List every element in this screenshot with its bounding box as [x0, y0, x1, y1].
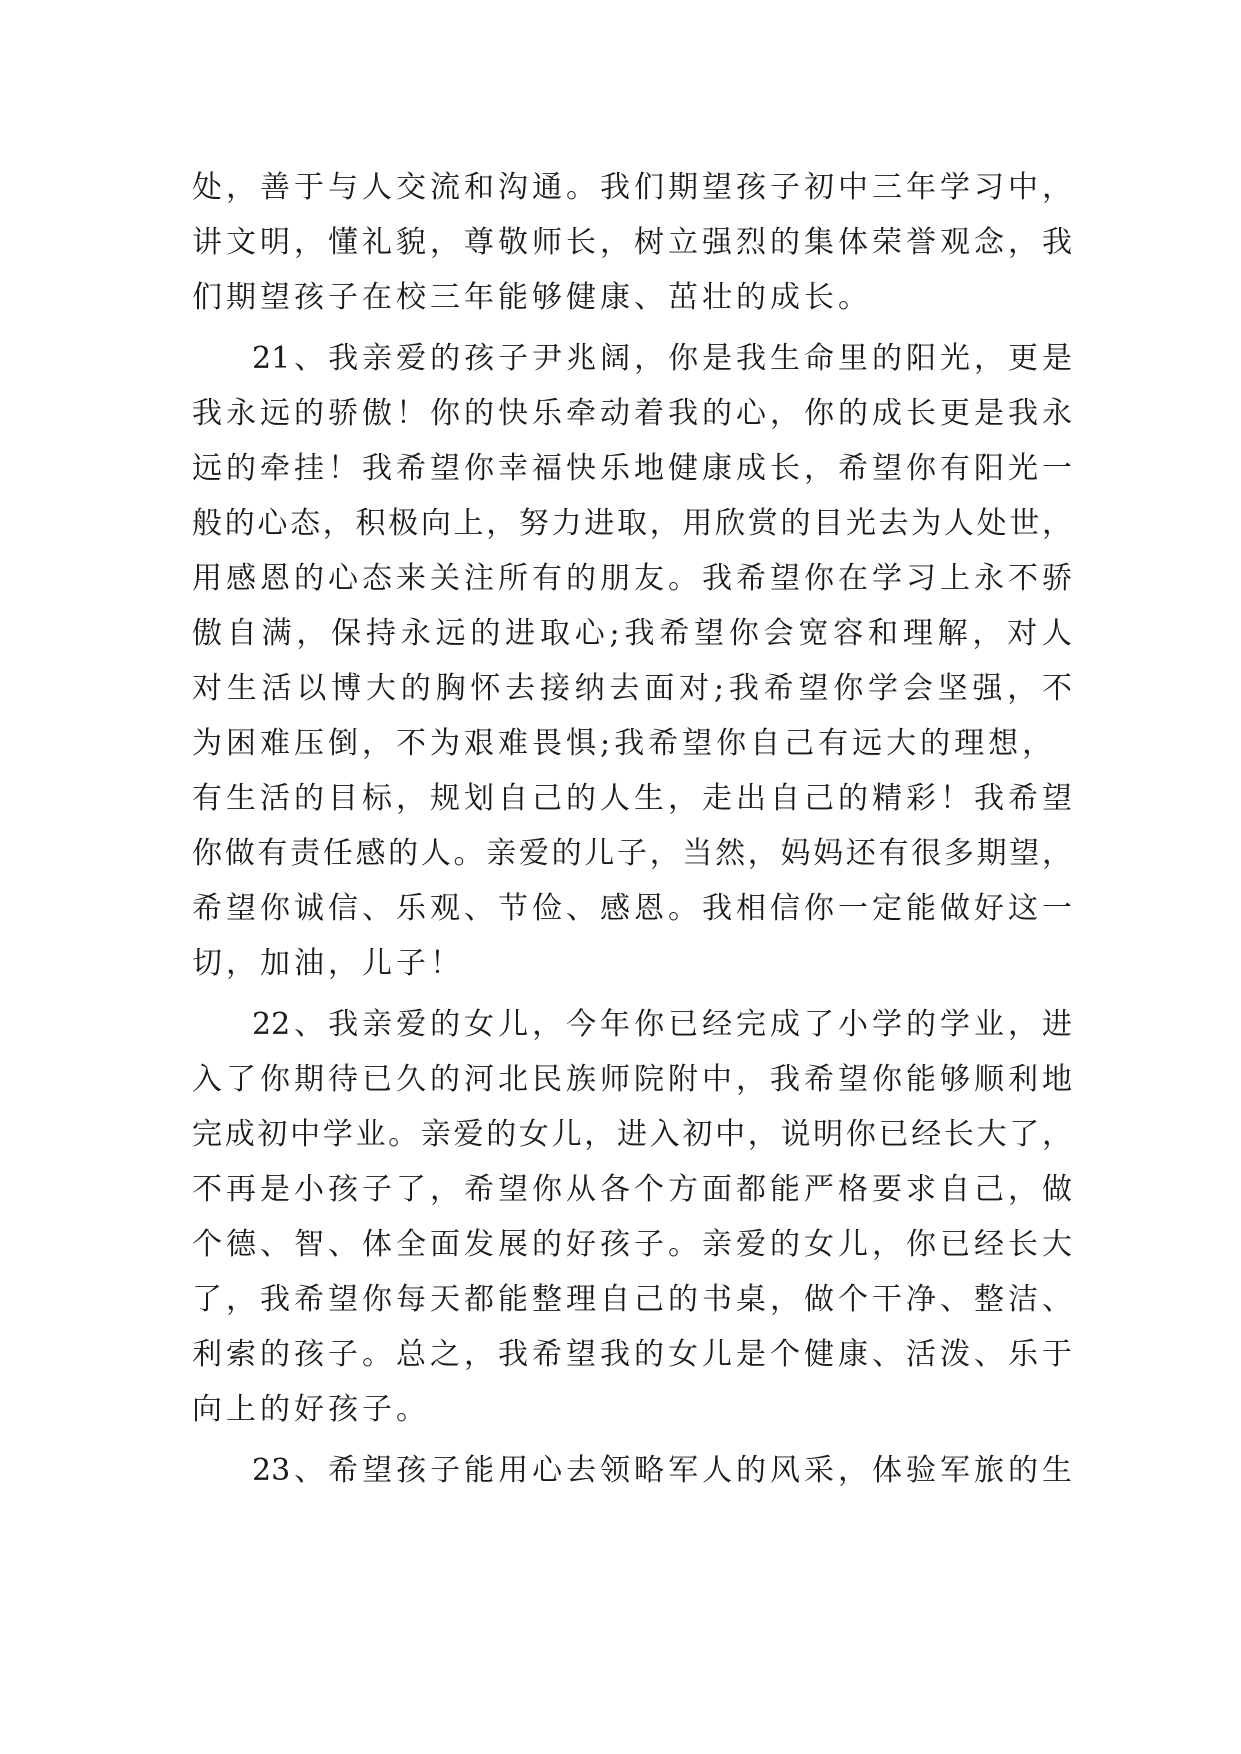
text-line: 22、我亲爱的女儿，今年你已经完成了小学的学业，进 — [252, 1007, 1072, 1042]
text-line: 为困难压倒，不为艰难畏惧;我希望你自己有远大的理想， — [192, 726, 1057, 761]
text-line: 用感恩的心态来关注所有的朋友。我希望你在学习上永不骄 — [192, 561, 1072, 596]
paragraph — [192, 331, 1072, 991]
text-line: 个德、智、体全面发展的好孩子。亲爱的女儿，你已经长大 — [192, 1227, 1072, 1262]
text-line: 利索的孩子。总之，我希望我的女儿是个健康、活泼、乐于 — [192, 1337, 1072, 1372]
text-line: 不再是小孩子了，希望你从各个方面都能严格要求自己，做 — [192, 1172, 1072, 1207]
text-line: 了，我希望你每天都能整理自己的书桌，做个干净、整洁、 — [192, 1282, 1072, 1317]
text-line: 你做有责任感的人。亲爱的儿子，当然，妈妈还有很多期望， — [192, 836, 1072, 871]
text-line: 21、我亲爱的孩子尹兆阔，你是我生命里的阳光，更是 — [252, 341, 1072, 376]
text-line: 远的牵挂！我希望你幸福快乐地健康成长，希望你有阳光一 — [192, 451, 1072, 486]
text-line: 完成初中学业。亲爱的女儿，进入初中，说明你已经长大了， — [192, 1117, 1072, 1152]
text-line: 讲文明，懂礼貌，尊敬师长，树立强烈的集体荣誉观念，我 — [192, 225, 1072, 260]
text-line: 向上的好孩子。 — [192, 1392, 430, 1427]
text-line: 处，善于与人交流和沟通。我们期望孩子初中三年学习中， — [192, 170, 1072, 205]
text-line: 对生活以博大的胸怀去接纳去面对;我希望你学会坚强，不 — [192, 671, 1072, 706]
text-line: 有生活的目标，规划自己的人生，走出自己的精彩！我希望 — [192, 781, 1072, 816]
text-line: 般的心态，积极向上，努力进取，用欣赏的目光去为人处世， — [192, 506, 1072, 541]
paragraph — [192, 1443, 1072, 1498]
text-line: 我永远的骄傲！你的快乐牵动着我的心，你的成长更是我永 — [192, 396, 1072, 431]
paragraph — [192, 997, 1072, 1437]
text-line: 傲自满，保持永远的进取心;我希望你会宽容和理解，对人 — [192, 616, 1072, 651]
text-line: 们期望孩子在校三年能够健康、茁壮的成长。 — [192, 280, 872, 315]
document-body — [192, 160, 1072, 1498]
text-line: 入了你期待已久的河北民族师院附中，我希望你能够顺利地 — [192, 1062, 1072, 1097]
text-line: 切，加油，儿子！ — [192, 946, 464, 981]
text-line: 23、希望孩子能用心去领略军人的风采，体验军旅的生 — [252, 1453, 1072, 1488]
paragraph — [192, 160, 1072, 325]
text-line: 希望你诚信、乐观、节俭、感恩。我相信你一定能做好这一 — [192, 891, 1072, 926]
